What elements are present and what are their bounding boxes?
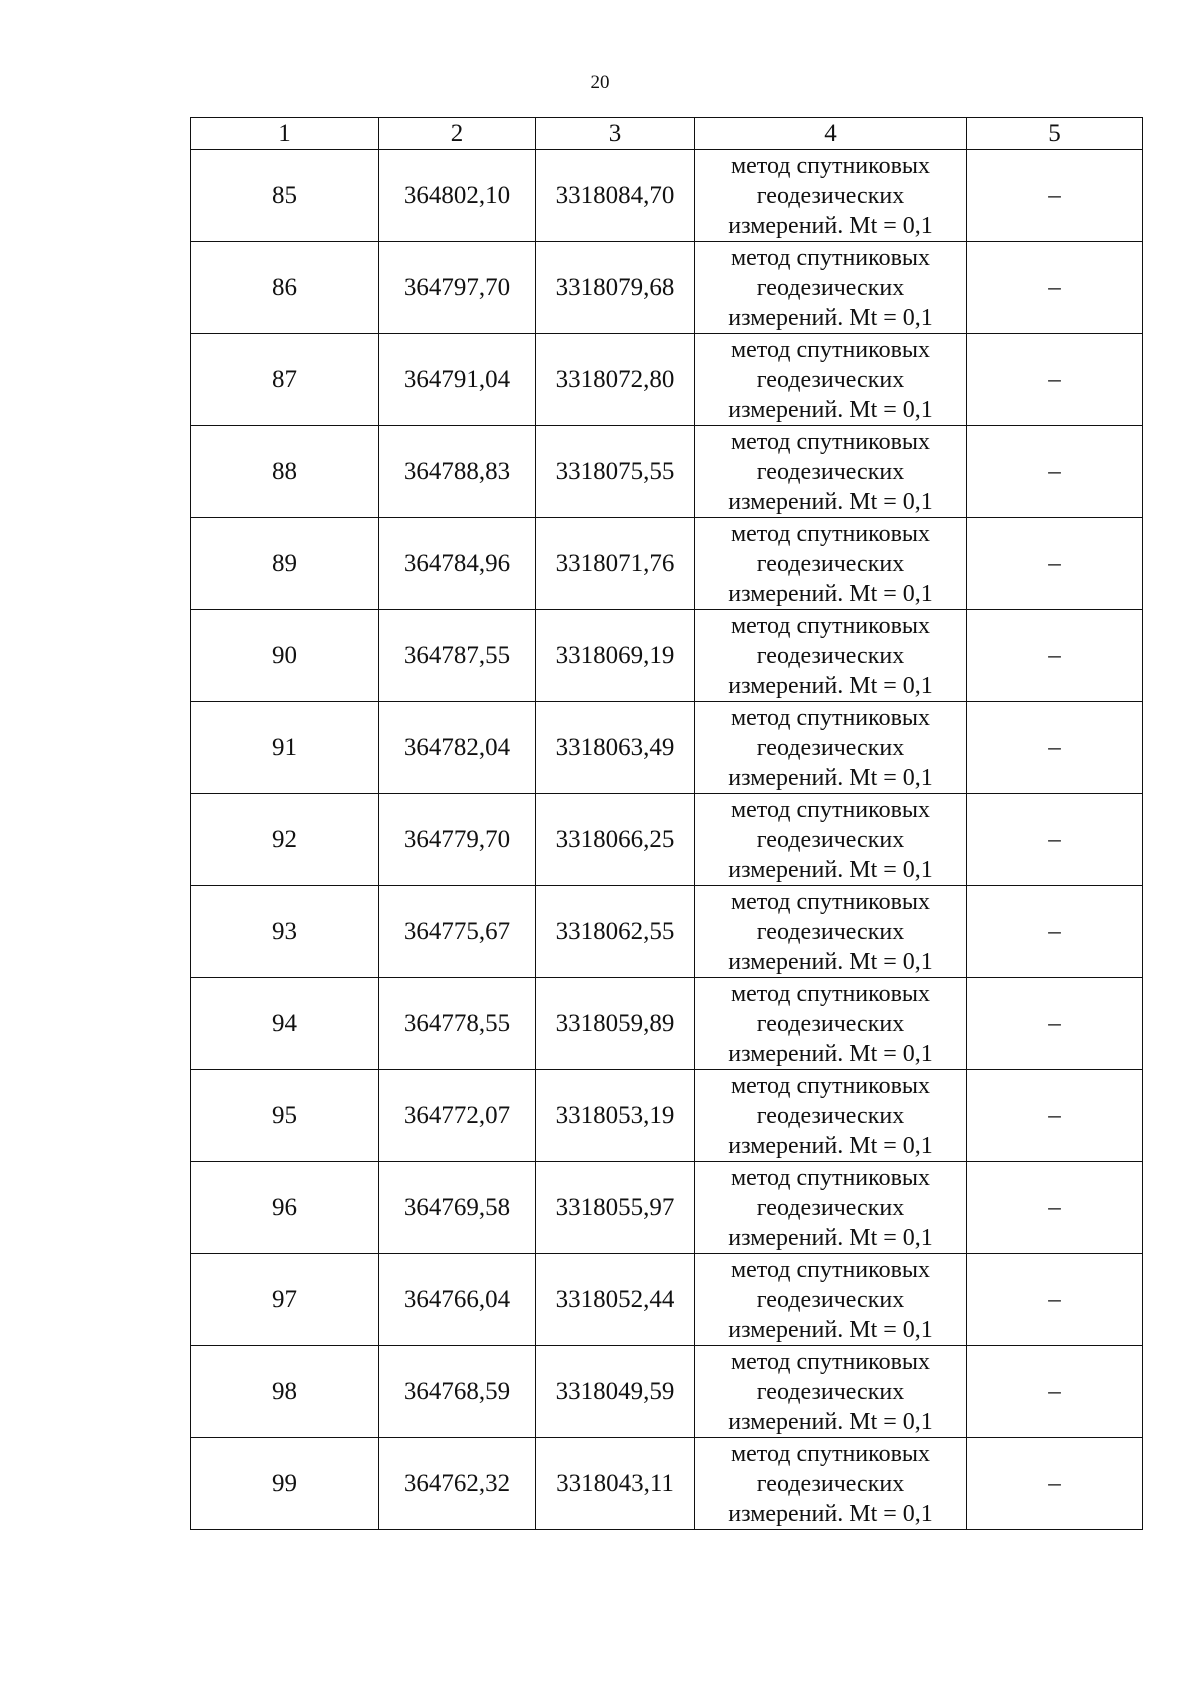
point-number-cell: 88 xyxy=(191,426,379,518)
point-number-cell: 86 xyxy=(191,242,379,334)
x-coordinate-cell: 364787,55 xyxy=(379,610,536,702)
method-line: измерений. Mt = 0,1 xyxy=(728,1224,933,1251)
note-cell: – xyxy=(967,1254,1143,1346)
method-line: геодезических xyxy=(756,826,905,853)
point-number-cell: 85 xyxy=(191,150,379,242)
point-number-cell: 94 xyxy=(191,978,379,1070)
method-line: метод спутниковых xyxy=(730,336,931,363)
table-row xyxy=(191,1070,1143,1162)
method-cell xyxy=(695,610,967,702)
point-number-cell: 87 xyxy=(191,334,379,426)
table-row xyxy=(191,150,1143,242)
note-cell: – xyxy=(967,794,1143,886)
table-body xyxy=(191,150,1143,1530)
method-cell xyxy=(695,242,967,334)
method-line: метод спутниковых xyxy=(730,244,931,271)
table-row xyxy=(191,426,1143,518)
method-line: метод спутниковых xyxy=(730,704,931,731)
method-line: метод спутниковых xyxy=(730,428,931,455)
method-cell xyxy=(695,426,967,518)
y-coordinate-cell: 3318069,19 xyxy=(536,610,695,702)
y-coordinate-cell: 3318066,25 xyxy=(536,794,695,886)
method-cell xyxy=(695,702,967,794)
table-row xyxy=(191,794,1143,886)
table-row xyxy=(191,1162,1143,1254)
method-cell xyxy=(695,886,967,978)
method-cell xyxy=(695,1438,967,1530)
method-line: измерений. Mt = 0,1 xyxy=(728,856,933,883)
column-header-1: 1 xyxy=(191,118,379,150)
method-cell xyxy=(695,794,967,886)
method-line: измерений. Mt = 0,1 xyxy=(728,396,933,423)
x-coordinate-cell: 364762,32 xyxy=(379,1438,536,1530)
method-cell xyxy=(695,1070,967,1162)
note-cell: – xyxy=(967,1070,1143,1162)
note-cell: – xyxy=(967,150,1143,242)
column-header-3: 3 xyxy=(536,118,695,150)
method-line: геодезических xyxy=(756,182,905,209)
page-number: 20 xyxy=(590,72,610,93)
y-coordinate-cell: 3318049,59 xyxy=(536,1346,695,1438)
method-line: метод спутниковых xyxy=(730,152,931,179)
method-line: метод спутниковых xyxy=(730,1072,931,1099)
column-header-4: 4 xyxy=(695,118,967,150)
method-line: геодезических xyxy=(756,918,905,945)
column-header-5: 5 xyxy=(967,118,1143,150)
x-coordinate-cell: 364791,04 xyxy=(379,334,536,426)
note-cell: – xyxy=(967,426,1143,518)
method-line: измерений. Mt = 0,1 xyxy=(728,580,933,607)
method-line: измерений. Mt = 0,1 xyxy=(728,672,933,699)
point-number-cell: 99 xyxy=(191,1438,379,1530)
method-line: измерений. Mt = 0,1 xyxy=(728,1132,933,1159)
y-coordinate-cell: 3318062,55 xyxy=(536,886,695,978)
method-line: метод спутниковых xyxy=(730,796,931,823)
x-coordinate-cell: 364768,59 xyxy=(379,1346,536,1438)
method-cell xyxy=(695,1346,967,1438)
note-cell: – xyxy=(967,610,1143,702)
method-line: геодезических xyxy=(756,458,905,485)
method-line: измерений. Mt = 0,1 xyxy=(728,1316,933,1343)
method-line: геодезических xyxy=(756,274,905,301)
y-coordinate-cell: 3318059,89 xyxy=(536,978,695,1070)
x-coordinate-cell: 364778,55 xyxy=(379,978,536,1070)
note-cell: – xyxy=(967,1162,1143,1254)
y-coordinate-cell: 3318075,55 xyxy=(536,426,695,518)
method-line: геодезических xyxy=(756,1470,905,1497)
point-number-cell: 96 xyxy=(191,1162,379,1254)
method-line: геодезических xyxy=(756,366,905,393)
note-cell: – xyxy=(967,702,1143,794)
x-coordinate-cell: 364766,04 xyxy=(379,1254,536,1346)
table-row xyxy=(191,1438,1143,1530)
table-row xyxy=(191,518,1143,610)
header-row xyxy=(191,118,1143,150)
table-row xyxy=(191,242,1143,334)
point-number-cell: 98 xyxy=(191,1346,379,1438)
table-row xyxy=(191,1346,1143,1438)
method-line: геодезических xyxy=(756,1378,905,1405)
x-coordinate-cell: 364784,96 xyxy=(379,518,536,610)
method-line: измерений. Mt = 0,1 xyxy=(728,1040,933,1067)
table-row xyxy=(191,702,1143,794)
x-coordinate-cell: 364788,83 xyxy=(379,426,536,518)
method-line: геодезических xyxy=(756,1010,905,1037)
point-number-cell: 93 xyxy=(191,886,379,978)
method-line: метод спутниковых xyxy=(730,1256,931,1283)
method-line: геодезических xyxy=(756,1286,905,1313)
point-number-cell: 97 xyxy=(191,1254,379,1346)
method-line: метод спутниковых xyxy=(730,520,931,547)
y-coordinate-cell: 3318072,80 xyxy=(536,334,695,426)
x-coordinate-cell: 364782,04 xyxy=(379,702,536,794)
y-coordinate-cell: 3318053,19 xyxy=(536,1070,695,1162)
point-number-cell: 91 xyxy=(191,702,379,794)
column-header-2: 2 xyxy=(379,118,536,150)
method-line: измерений. Mt = 0,1 xyxy=(728,304,933,331)
method-cell xyxy=(695,334,967,426)
method-cell xyxy=(695,150,967,242)
method-line: геодезических xyxy=(756,1194,905,1221)
note-cell: – xyxy=(967,1346,1143,1438)
note-cell: – xyxy=(967,886,1143,978)
method-line: измерений. Mt = 0,1 xyxy=(728,1500,933,1527)
table-row xyxy=(191,1254,1143,1346)
method-line: геодезических xyxy=(756,642,905,669)
x-coordinate-cell: 364802,10 xyxy=(379,150,536,242)
note-cell: – xyxy=(967,518,1143,610)
method-cell xyxy=(695,518,967,610)
point-number-cell: 89 xyxy=(191,518,379,610)
y-coordinate-cell: 3318043,11 xyxy=(536,1438,695,1530)
x-coordinate-cell: 364797,70 xyxy=(379,242,536,334)
method-line: измерений. Mt = 0,1 xyxy=(728,764,933,791)
method-cell xyxy=(695,1162,967,1254)
method-line: измерений. Mt = 0,1 xyxy=(728,1408,933,1435)
table-row xyxy=(191,334,1143,426)
y-coordinate-cell: 3318052,44 xyxy=(536,1254,695,1346)
method-line: метод спутниковых xyxy=(730,1440,931,1467)
method-line: метод спутниковых xyxy=(730,980,931,1007)
table-header xyxy=(191,118,1143,150)
coordinates-table xyxy=(190,117,1143,1530)
method-line: метод спутниковых xyxy=(730,1348,931,1375)
note-cell: – xyxy=(967,978,1143,1070)
y-coordinate-cell: 3318084,70 xyxy=(536,150,695,242)
y-coordinate-cell: 3318079,68 xyxy=(536,242,695,334)
method-line: геодезических xyxy=(756,734,905,761)
point-number-cell: 90 xyxy=(191,610,379,702)
point-number-cell: 95 xyxy=(191,1070,379,1162)
method-cell xyxy=(695,1254,967,1346)
method-line: геодезических xyxy=(756,1102,905,1129)
method-line: метод спутниковых xyxy=(730,888,931,915)
y-coordinate-cell: 3318063,49 xyxy=(536,702,695,794)
method-line: измерений. Mt = 0,1 xyxy=(728,212,933,239)
x-coordinate-cell: 364775,67 xyxy=(379,886,536,978)
note-cell: – xyxy=(967,334,1143,426)
method-line: геодезических xyxy=(756,550,905,577)
x-coordinate-cell: 364772,07 xyxy=(379,1070,536,1162)
x-coordinate-cell: 364769,58 xyxy=(379,1162,536,1254)
table-row xyxy=(191,610,1143,702)
y-coordinate-cell: 3318055,97 xyxy=(536,1162,695,1254)
x-coordinate-cell: 364779,70 xyxy=(379,794,536,886)
point-number-cell: 92 xyxy=(191,794,379,886)
table-row xyxy=(191,886,1143,978)
note-cell: – xyxy=(967,242,1143,334)
note-cell: – xyxy=(967,1438,1143,1530)
method-line: метод спутниковых xyxy=(730,1164,931,1191)
method-line: измерений. Mt = 0,1 xyxy=(728,488,933,515)
table-row xyxy=(191,978,1143,1070)
method-line: метод спутниковых xyxy=(730,612,931,639)
method-line: измерений. Mt = 0,1 xyxy=(728,948,933,975)
y-coordinate-cell: 3318071,76 xyxy=(536,518,695,610)
method-cell xyxy=(695,978,967,1070)
